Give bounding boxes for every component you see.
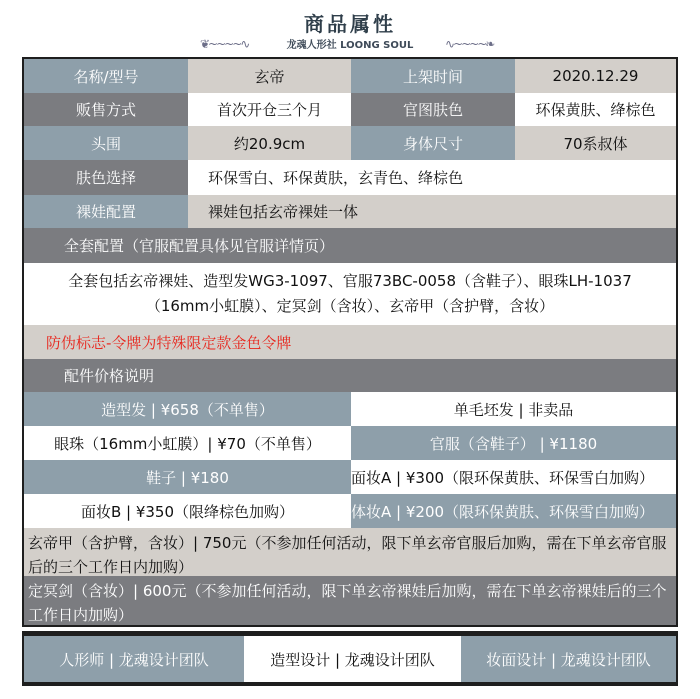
label-nude-config: 裸娃配置 bbox=[24, 195, 188, 228]
accessories-header bbox=[24, 359, 676, 392]
fullset-row bbox=[24, 263, 676, 325]
fullset-text: 全套包括玄帝裸娃、造型发WG3-1097、官服73BC-0058（含鞋子）、眼珠LH-1037（16mm小虹膜）、定冥剑（含妆）、玄帝甲（含护臂，含妆） bbox=[24, 263, 676, 325]
value-sale-method: 首次开仓三个月 bbox=[188, 93, 351, 126]
page-header bbox=[0, 0, 700, 55]
label-name: 名称/型号 bbox=[24, 59, 188, 93]
table-row bbox=[24, 126, 676, 160]
value-nude-config: 裸娃包括玄帝裸娃一体 bbox=[188, 195, 676, 228]
price-shoes: 鞋子 | ¥180 bbox=[24, 460, 351, 494]
table-row bbox=[24, 195, 676, 228]
credit-styling: 造型设计 | 龙魂设计团队 bbox=[244, 636, 461, 682]
price-faceup-b: 面妆B | ¥350（限绛棕色加购） bbox=[24, 494, 351, 528]
attribute-table bbox=[22, 57, 678, 627]
price-sword: 定冥剑（含妆）| 600元（不参加任何活动，限下单玄帝裸娃后加购，需在下单玄帝裸娃后的三个工作日内加购） bbox=[24, 576, 676, 625]
value-official-skin: 环保黄肤、绛棕色 bbox=[515, 93, 676, 126]
price-outfit: 官服（含鞋子） | ¥1180 bbox=[351, 426, 676, 460]
ornament-left-icon: ❦~~~~∿ bbox=[200, 37, 249, 51]
table-row bbox=[24, 93, 676, 126]
accessories-title: 配件价格说明 bbox=[24, 359, 676, 392]
table-row bbox=[24, 576, 676, 625]
table-row bbox=[24, 528, 676, 576]
table-row bbox=[24, 494, 676, 528]
price-raw-wig: 单毛坯发 | 非卖品 bbox=[351, 392, 676, 426]
value-release-date: 2020.12.29 bbox=[515, 59, 676, 93]
credit-faceup: 妆面设计 | 龙魂设计团队 bbox=[461, 636, 676, 682]
value-name: 玄帝 bbox=[188, 59, 351, 93]
price-eyes: 眼珠（16mm小虹膜）| ¥70（不单售） bbox=[24, 426, 351, 460]
label-body-size: 身体尺寸 bbox=[351, 126, 515, 160]
brand-subtitle: 龙魂人形社 LOONG SOUL bbox=[286, 40, 414, 51]
fullset-title: 全套配置（官服配置具体见官服详情页） bbox=[24, 228, 676, 263]
credits-footer bbox=[22, 631, 678, 686]
table-row bbox=[24, 460, 676, 494]
price-armor: 玄帝甲（含护臂，含妆）| 750元（不参加任何活动，限下单玄帝官服后加购，需在下单玄帝官服后的三个工作日内加购） bbox=[24, 528, 676, 576]
table-row bbox=[24, 392, 676, 426]
anticounterfeit-row bbox=[24, 325, 676, 359]
table-row bbox=[24, 426, 676, 460]
table-row bbox=[24, 59, 676, 93]
anticounterfeit-text: 防伪标志-令牌为特殊限定款金色令牌 bbox=[24, 325, 676, 359]
label-sale-method: 贩售方式 bbox=[24, 93, 188, 126]
ornament-right-icon: ∿~~~~❧ bbox=[445, 37, 494, 51]
fullset-header bbox=[24, 228, 676, 263]
price-faceup-a: 面妆A | ¥300（限环保黄肤、环保雪白加购） bbox=[351, 460, 676, 494]
table-row bbox=[24, 160, 676, 195]
price-wig: 造型发 | ¥658（不单售） bbox=[24, 392, 351, 426]
value-body-size: 70系叔体 bbox=[515, 126, 676, 160]
label-release-date: 上架时间 bbox=[351, 59, 515, 93]
credit-doll-artist: 人形师 | 龙魂设计团队 bbox=[24, 636, 244, 682]
value-skin-options: 环保雪白、环保黄肤，玄青色、绛棕色 bbox=[188, 160, 676, 195]
label-official-skin: 官图肤色 bbox=[351, 93, 515, 126]
label-head: 头围 bbox=[24, 126, 188, 160]
value-head: 约20.9cm bbox=[188, 126, 351, 160]
label-skin-options: 肤色选择 bbox=[24, 160, 188, 195]
page-title: 商品属性 bbox=[304, 12, 396, 36]
price-body-blush: 体妆A | ¥200（限环保黄肤、环保雪白加购） bbox=[351, 494, 676, 528]
